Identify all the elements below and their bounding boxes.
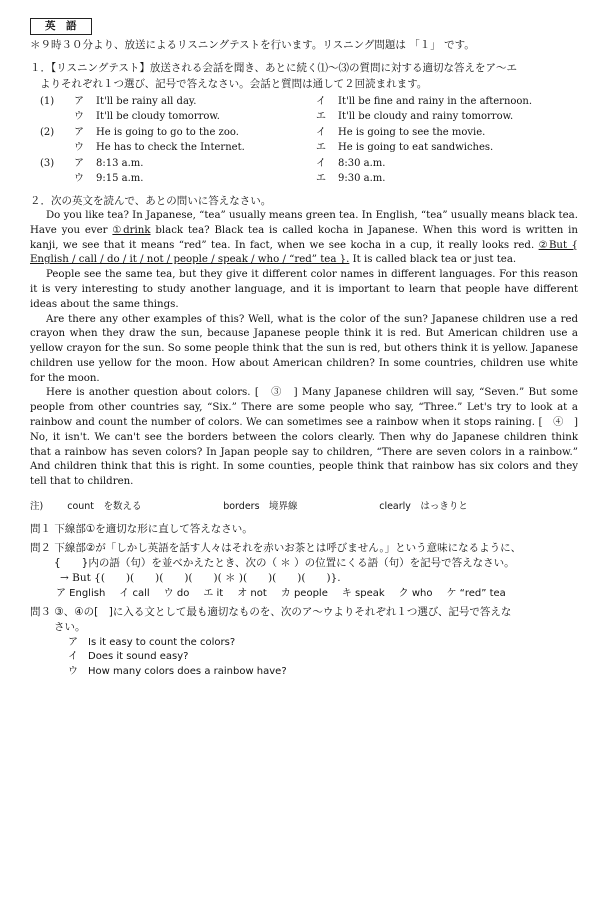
option-letter: ウ <box>74 173 84 185</box>
sub-question-1: 問１ 下線部①を適切な形に直して答えなさい。 <box>30 522 253 535</box>
paragraph-3: Are there any other examples of this? Well, what is the color of the sun? Japanese children use a red crayon when they draw the sun, because Japanese people think it is red. But American children use a yellow crayon for the sun. So some people think that the sun is red, but others think it is yellow. Japanese children use yellow for the moon. How about American children? In some countries, children use white for the moon. <box>30 313 578 384</box>
option-text: He has to check the Internet. <box>96 142 245 154</box>
option-letter: ア <box>74 95 84 107</box>
choice-a: ア Is it easy to count the colors? <box>68 636 236 648</box>
word-choice: ク who <box>398 587 433 599</box>
note-item: borders 境界線 <box>223 500 298 512</box>
underline-1: ①drink <box>112 224 151 236</box>
choice-row <box>40 95 558 111</box>
paragraph-1: Do you like tea? In Japanese, “tea” usually means green tea. In English, “tea” usually means black tea. Have you ever ①drink black tea? Black tea is called kocha in Japanese. When this word is written in kanji, we see that it means “red” tea. In fact, when we see kocha in a cup, it really looks red. ②But { English / call / do / it / not / people / speak / who / “red” tea }. It is called black tea or just tea. <box>30 210 578 266</box>
choice-c: ウ How many colors does a rainbow have? <box>68 665 287 677</box>
question-2-title: ２．次の英文を読んで、あとの問いに答えなさい。 <box>30 194 272 207</box>
choice-row <box>40 126 558 142</box>
choice-b: イ Does it sound easy? <box>68 651 189 663</box>
option-letter: エ <box>316 142 326 154</box>
item-number-blank <box>40 172 74 188</box>
option-text: It'll be fine and rainy in the afternoon. <box>338 95 533 107</box>
notes-label: 注) <box>30 500 44 512</box>
sub-question-3-cont: さい。 <box>54 621 86 634</box>
option-text: It'll be cloudy tomorrow. <box>96 111 220 123</box>
subject-box: 英 語 <box>30 18 92 35</box>
option-letter: イ <box>316 126 326 138</box>
option-text: It'll be cloudy and rainy tomorrow. <box>338 111 514 123</box>
word-choice: オ not <box>237 587 267 599</box>
item-number: (2) <box>40 126 55 138</box>
choice-row <box>40 172 558 188</box>
question-1-title: １．【リスニングテスト】放送される会話を聞き、あとに続く⑴～⑶の質問に対する適切な答えをア～エ <box>30 62 517 75</box>
item-number: (3) <box>40 157 55 169</box>
word-choice: キ speak <box>341 587 385 599</box>
vocab-notes <box>30 500 578 514</box>
word-choices <box>30 587 578 602</box>
word-choice: イ call <box>119 587 150 599</box>
option-text: He is going to go to the zoo. <box>96 126 239 138</box>
option-text: He is going to eat sandwiches. <box>338 142 494 154</box>
note-item: clearly はっきりと <box>379 500 468 512</box>
option-letter: ア <box>74 157 84 169</box>
option-letter: エ <box>316 111 326 123</box>
question-1-title-cont: よりそれぞれ１つ選び、記号で答えなさい。会話と質問は通して２回読まれます。 <box>40 77 428 90</box>
word-choice: ア English <box>56 587 106 599</box>
option-text: 8:30 a.m. <box>338 157 386 169</box>
answer-template: → But {( )( )( )( )( ＊ )( )( )( )}. <box>60 572 341 585</box>
option-letter: イ <box>316 95 326 107</box>
word-choice: エ it <box>203 587 224 599</box>
option-text: He is going to see the movie. <box>338 126 486 138</box>
listening-choices-table <box>40 95 558 188</box>
option-text: 9:15 a.m. <box>96 173 144 185</box>
reading-passage <box>30 209 578 490</box>
choice-row <box>40 110 558 126</box>
option-text: 9:30 a.m. <box>338 173 386 185</box>
exam-page <box>30 18 578 679</box>
choice-row <box>40 141 558 157</box>
option-letter: ウ <box>74 111 84 123</box>
option-text: 8:13 a.m. <box>96 157 144 169</box>
listening-notice: ＊９時３０分より、放送によるリスニングテストを行います。リスニング問題は 「１」 です。 <box>30 39 475 52</box>
underline-2: ②But { English / call / do / it / not / people / speak / who / “red” tea }. <box>30 239 578 266</box>
paragraph-4: Here is another question about colors. [ ③ ] Many Japanese children will say, “Seven.” But some people from other countries say, “Six.” There are some people who say, “Three.” Let's try to look at a rainbow and count the number of colors. We can sometimes see a rainbow when it stops raining. [ ④ ] No, it isn't. We can't see the borders between the colors clearly. Then why do Japanese children think that a rainbow has seven colors? In Japan people say to children, “There are seven colors in a rainbow.” And children think that this is right. In some counties, people think that rainbow has six colors and they tell that to children. <box>30 387 578 488</box>
sub-question-2: 問２ 下線部②が「しかし英語を話す人々はそれを赤いお茶とは呼びません。」という意味になるように、 <box>30 541 522 554</box>
note-item: count を数える <box>67 500 142 512</box>
item-number-blank <box>40 141 74 157</box>
choice-row <box>40 157 558 173</box>
option-letter: エ <box>316 173 326 185</box>
sub-question-3: 問３ ③、④の[ ]に入る文として最も適切なものを、次のア～ウよりそれぞれ１つ選び、記号で答えな <box>30 606 512 619</box>
option-letter: ア <box>74 126 84 138</box>
word-choice: ケ “red” tea <box>446 587 506 599</box>
item-number-blank <box>40 110 74 126</box>
option-letter: ウ <box>74 142 84 154</box>
word-choice: カ people <box>280 587 328 599</box>
sub-question-2-cont: { }内の語（句）を並べかえたとき、次の（ ＊ ）の位置にくる語（句）を記号で答えなさい。 <box>54 557 515 570</box>
option-text: It'll be rainy all day. <box>96 95 197 107</box>
paragraph-2: People see the same tea, but they give it different color names in different languages. For this reason it is very interesting to study another language, and it is important to learn that people have different ideas about the same things. <box>30 269 578 310</box>
item-number: (1) <box>40 95 55 107</box>
word-choice: ウ do <box>163 587 190 599</box>
option-letter: イ <box>316 157 326 169</box>
